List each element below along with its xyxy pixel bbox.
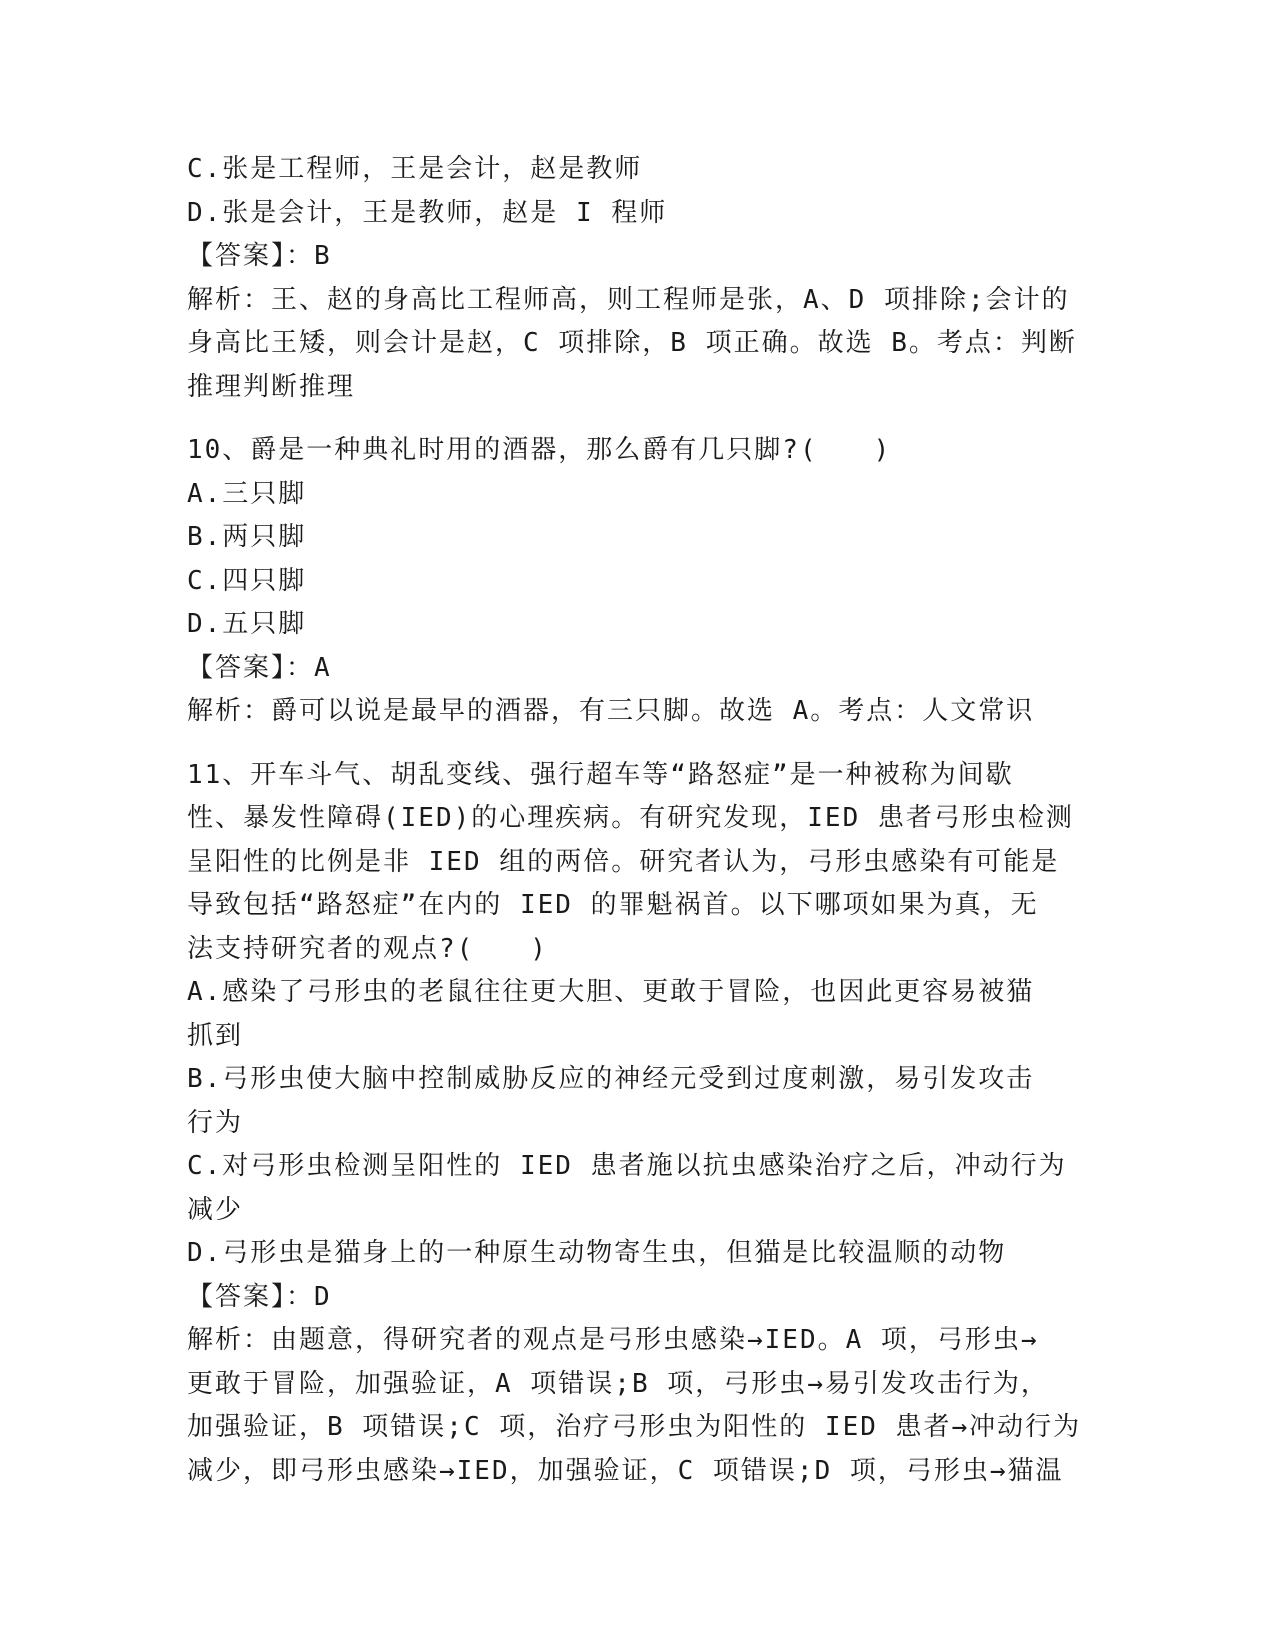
option-a: A.感染了弓形虫的老鼠往往更大胆、更敢于冒险，也因此更容易被猫 — [187, 977, 1035, 1007]
option-c: C.张是工程师，王是会计，赵是教师 — [187, 154, 643, 184]
question-stem-line: 导致包括“路怒症”在内的 IED 的罪魁祸首。以下哪项如果为真，无 — [187, 890, 1039, 920]
document-page — [187, 148, 1087, 1493]
analysis-line: 更敢于冒险，加强验证，A 项错误;B 项，弓形虫→易引发攻击行为， — [187, 1368, 1049, 1399]
analysis-line: 解析：由题意，得研究者的观点是弓形虫感染→IED。A 项，弓形虫→ — [187, 1325, 1039, 1355]
option-d: D.弓形虫是猫身上的一种原生动物寄生虫，但猫是比较温顺的动物 — [187, 1238, 1007, 1268]
option-c: C.四只脚 — [187, 565, 307, 596]
answer: 【答案】：B — [187, 241, 332, 271]
question-stem: 10、爵是一种典礼时用的酒器，那么爵有几只脚?( ) — [187, 435, 892, 465]
question-stem-line: 性、暴发性障碍(IED)的心理疾病。有研究发现，IED 患者弓形虫检测 — [187, 803, 1074, 833]
option-c-cont: 减少 — [187, 1194, 244, 1225]
analysis-line: 解析：王、赵的身高比工程师高，则工程师是张，A、D 项排除;会计的 — [187, 284, 1070, 315]
analysis-line: 减少，即弓形虫感染→IED，加强验证，C 项错误;D 项，弓形虫→猫温 — [187, 1455, 1064, 1486]
analysis-line: 解析：爵可以说是最早的酒器，有三只脚。故选 A。考点：人文常识 — [187, 696, 1035, 726]
question-stem-line: 11、开车斗气、胡乱变线、强行超车等“路怒症”是一种被称为间歇 — [187, 759, 1014, 790]
analysis-line: 加强验证，B 项错误;C 项，治疗弓形虫为阳性的 IED 患者→冲动行为 — [187, 1412, 1082, 1442]
question-10 — [187, 429, 1087, 734]
question-9-tail — [187, 148, 1087, 409]
option-c: C.对弓形虫检测呈阳性的 IED 患者施以抗虫感染治疗之后，冲动行为 — [187, 1151, 1067, 1181]
option-d: D.张是会计，王是教师，赵是 I 程师 — [187, 197, 668, 228]
analysis-line: 身高比王矮，则会计是赵，C 项排除，B 项正确。故选 B。考点：判断 — [187, 328, 1077, 358]
answer: 【答案】：A — [187, 652, 332, 683]
option-b-cont: 行为 — [187, 1107, 244, 1138]
question-stem-line: 法支持研究者的观点?( ) — [187, 933, 548, 964]
option-a: A.三只脚 — [187, 478, 307, 509]
question-stem-line: 呈阳性的比例是非 IED 组的两倍。研究者认为，弓形虫感染有可能是 — [187, 846, 1060, 877]
spacer — [187, 409, 1087, 429]
option-b: B.两只脚 — [187, 522, 307, 552]
option-a-cont: 抓到 — [187, 1020, 244, 1051]
option-d: D.五只脚 — [187, 609, 307, 639]
spacer — [187, 734, 1087, 754]
question-11 — [187, 754, 1087, 1494]
answer: 【答案】：D — [187, 1281, 332, 1312]
option-b: B.弓形虫使大脑中控制威胁反应的神经元受到过度刺激，易引发攻击 — [187, 1064, 1035, 1094]
analysis-line: 推理判断推理 — [187, 371, 356, 402]
